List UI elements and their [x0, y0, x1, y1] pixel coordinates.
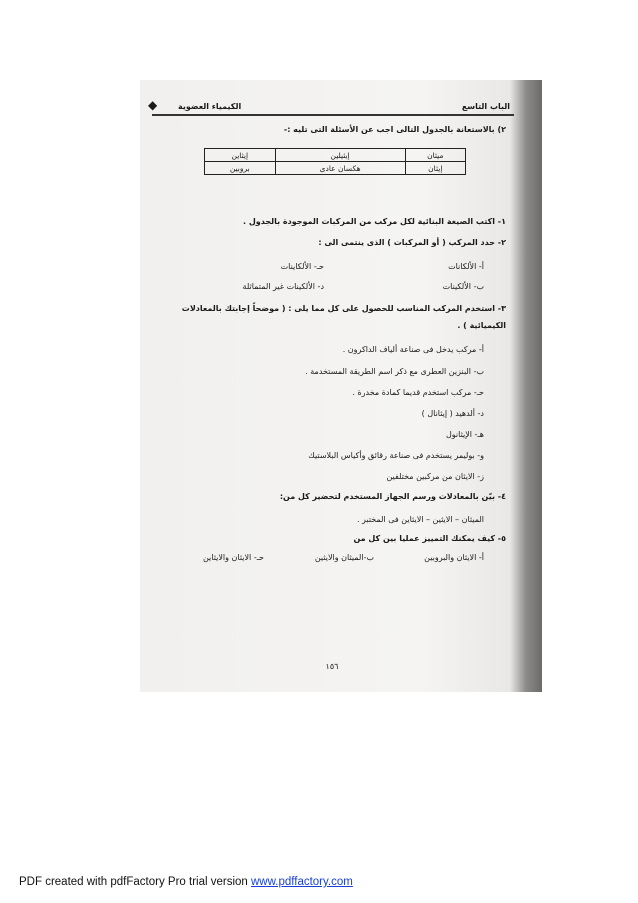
table-cell: بروبين: [205, 162, 276, 175]
question-3-item: حـ- مركب استخدم قديما كمادة مخدرة .: [352, 388, 484, 397]
compounds-table: [204, 148, 466, 175]
option-d: د- الألكينات غير المتماثلة: [242, 282, 324, 291]
question-3-item: هـ- الإيثانول: [445, 430, 484, 439]
table-row: [205, 162, 466, 175]
table-cell: إيثيلين: [275, 149, 405, 162]
subject-title: الكيمياء العضوية: [178, 102, 242, 111]
question-5: ٥- كيف يمكنك التمييز عمليا بين كل من: [353, 534, 506, 543]
question-3-item: د- ألدهيد ( إيثانال ): [421, 409, 484, 418]
footer-link[interactable]: www.pdffactory.com: [251, 876, 353, 888]
question-3-line2: الكيميائية ) .: [457, 321, 506, 330]
table-cell: إيثاين: [205, 149, 276, 162]
table-cell: إيثان: [405, 162, 465, 175]
question-5-option-b: ب-الميثان والايثين: [314, 553, 374, 562]
question-3-item: و- بوليمر يستخدم فى صناعة رقائق وأكياس البلاستيك: [308, 451, 484, 460]
question-3-line1: ٣- استخدم المركب المناسب للحصول على كل مما يلى : ( موضحاً إجابتك بالمعادلات: [181, 304, 506, 313]
option-a: أ- الألكانات: [448, 262, 484, 271]
scanned-page: [144, 84, 520, 688]
pdf-footer: [19, 876, 353, 888]
option-c: حـ- الألكاينات: [280, 262, 324, 271]
question-5-option-a: أ- الايثان والبروبين: [424, 553, 484, 562]
question-3-item: أ- مركب يدخل فى صناعة ألياف الداكرون .: [342, 345, 484, 354]
page-header: [148, 98, 514, 116]
table-cell: ميثان: [405, 149, 465, 162]
header-mark-icon: ◆: [148, 98, 158, 112]
question-1: ١- اكتب الصيغة البنائية لكل مركب من المركبات الموجودة بالجدول .: [243, 217, 506, 226]
table-row: [205, 149, 466, 162]
question-4-item: الميثان – الايثين – الايثاين فى المختبر .: [356, 515, 484, 524]
footer-text: PDF created with pdfFactory Pro trial version: [19, 876, 251, 888]
question-5-option-c: حـ- الايثان والايثاين: [202, 553, 264, 562]
question-3-item: ب- البنزين العطرى مع ذكر اسم الطريقة المستخدمة .: [305, 367, 484, 376]
question-2: ٢- حدد المركب ( أو المركبات ) الذى ينتمى الى :: [318, 238, 506, 247]
question-2-intro: ٢) بالاستعانة بالجدول التالى اجب عن الأسئلة التى تليه :-: [283, 125, 506, 134]
page-number: ١٥٦: [325, 662, 339, 671]
chapter-title: الباب التاسع: [461, 102, 510, 111]
question-4: ٤- بيّن بالمعادلات ورسم الجهاز المستخدم لتحضير كل من:: [279, 492, 506, 501]
option-b: ب- الألكينات: [442, 282, 484, 291]
table-cell: هكسان عادى: [275, 162, 405, 175]
question-3-item: ز- الايثان من مركبين مختلفين: [386, 472, 484, 481]
